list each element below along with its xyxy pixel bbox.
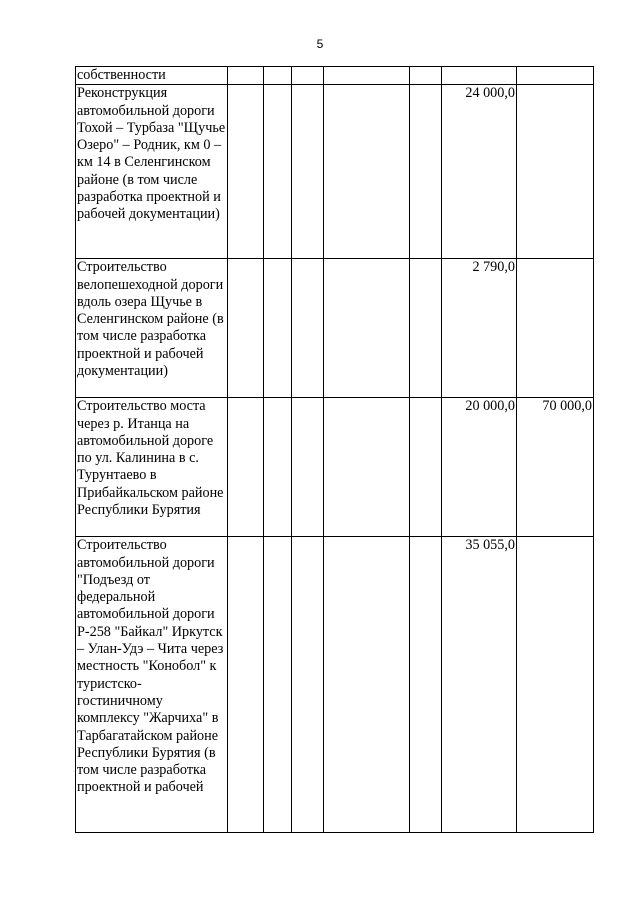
empty-cell	[228, 537, 264, 833]
empty-cell	[410, 537, 442, 833]
empty-cell	[292, 537, 324, 833]
table-row	[76, 85, 594, 259]
object-name-cell: Строительство автомобильной дороги "Подъезд от федеральной автомобильной дороги Р-258 "Байкал" Иркутск – Улан-Удэ – Чита через местность "Конобол" к туристско-гостиничному комплексу "Жарчиха" в Тарбагатайском районе Республики Бурятия (в том числе разработка проектной и рабочей	[76, 537, 228, 833]
amount-cell	[517, 259, 594, 398]
empty-cell	[324, 398, 410, 537]
table-row	[76, 398, 594, 537]
empty-cell	[264, 85, 292, 259]
empty-cell	[264, 67, 292, 85]
page-number: 5	[316, 37, 324, 51]
empty-cell	[292, 67, 324, 85]
budget-table	[75, 66, 594, 833]
amount-cell	[442, 67, 517, 85]
amount-cell	[517, 537, 594, 833]
empty-cell	[292, 259, 324, 398]
empty-cell	[292, 398, 324, 537]
amount-cell: 20 000,0	[442, 398, 517, 537]
amount-cell	[517, 85, 594, 259]
amount-cell: 2 790,0	[442, 259, 517, 398]
empty-cell	[324, 85, 410, 259]
empty-cell	[324, 537, 410, 833]
amount-cell	[517, 67, 594, 85]
empty-cell	[324, 67, 410, 85]
object-name-cell: Реконструкция автомобильной дороги Тохой – Турбаза "Щучье Озеро" – Родник, км 0 – км 14 в Селенгинском районе (в том числе разработка проектной и рабочей документации)	[76, 85, 228, 259]
empty-cell	[228, 67, 264, 85]
amount-cell: 35 055,0	[442, 537, 517, 833]
empty-cell	[292, 85, 324, 259]
empty-cell	[264, 259, 292, 398]
object-name-cell: собственности	[76, 67, 228, 85]
empty-cell	[264, 537, 292, 833]
empty-cell	[228, 398, 264, 537]
table-row	[76, 67, 594, 85]
empty-cell	[410, 67, 442, 85]
object-name-cell: Строительство моста через р. Итанца на автомобильной дороге по ул. Калинина в с. Турунтаево в Прибайкальском районе Республики Бурятия	[76, 398, 228, 537]
table-row	[76, 537, 594, 833]
amount-cell: 24 000,0	[442, 85, 517, 259]
amount-cell: 70 000,0	[517, 398, 594, 537]
empty-cell	[228, 85, 264, 259]
table-row	[76, 259, 594, 398]
empty-cell	[410, 398, 442, 537]
empty-cell	[410, 85, 442, 259]
empty-cell	[228, 259, 264, 398]
empty-cell	[410, 259, 442, 398]
empty-cell	[264, 398, 292, 537]
object-name-cell: Строительство велопешеходной дороги вдоль озера Щучье в Селенгинском районе (в том числе разработка проектной и рабочей документации)	[76, 259, 228, 398]
empty-cell	[324, 259, 410, 398]
